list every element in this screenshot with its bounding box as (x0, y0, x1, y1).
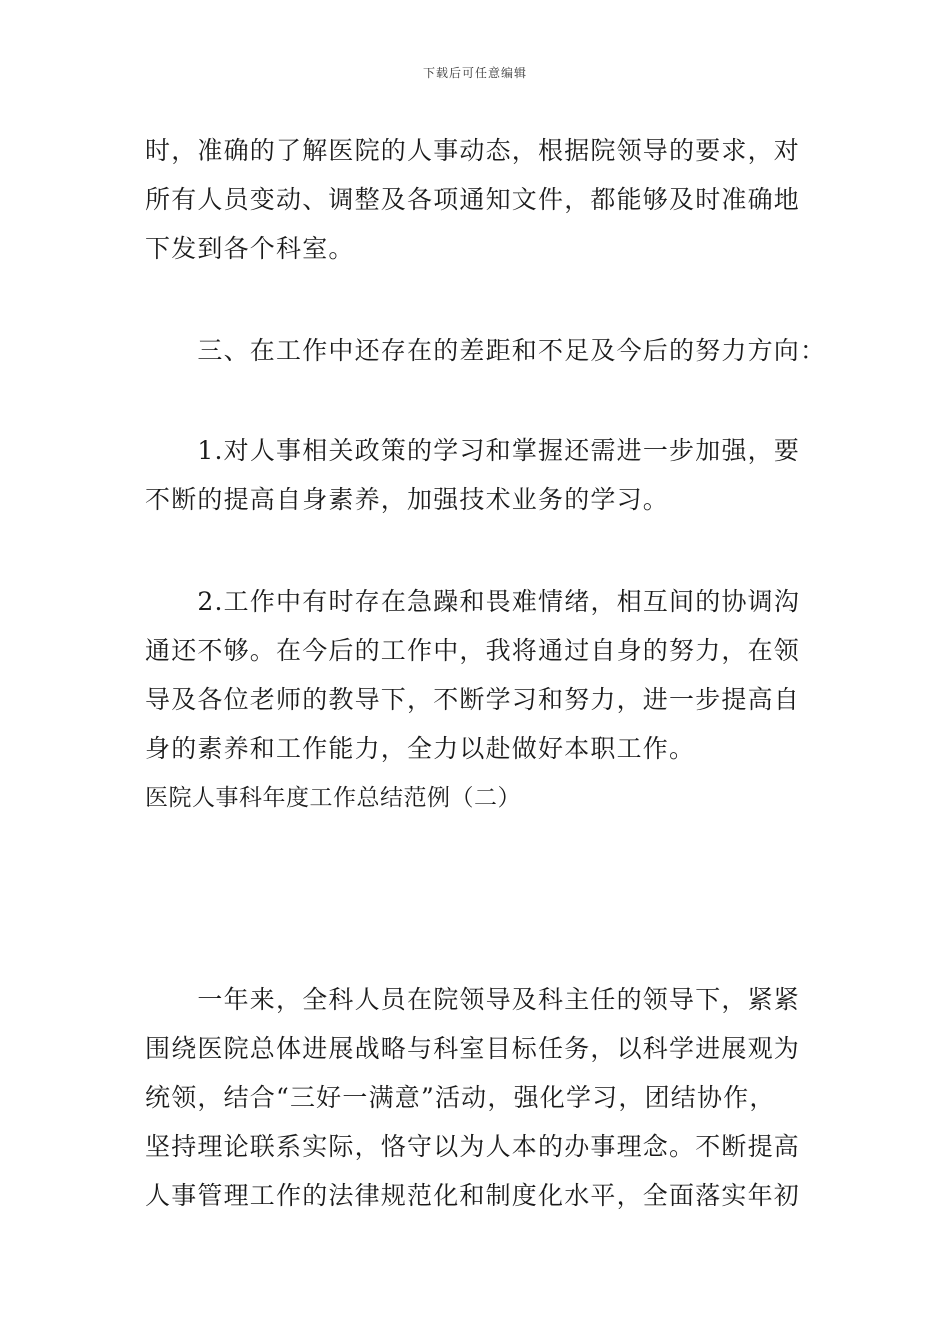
text-line: 所有人员变动、调整及各项通知文件，都能够及时准确地 (145, 185, 801, 214)
text-line: 下发到各个科室。 (145, 234, 355, 263)
text-line: 统领，结合“三好一满意”活动，强化学习，团结协作， (145, 1083, 776, 1112)
text-line: 一年来，全科人员在院领导及科主任的领导下，紧紧 (145, 985, 801, 1014)
page-header: 下载后可任意编辑 (422, 66, 527, 80)
text-line: 围绕医院总体进展战略与科室目标任务，以科学进展观为 (145, 1034, 801, 1063)
text-line: 医院人事科年度工作总结范例（二） (145, 785, 521, 811)
text-line: 时，准确的了解医院的人事动态，根据院领导的要求，对 (145, 136, 801, 165)
text-line: 坚持理论联系实际，恪守以为人本的办事理念。不断提高 (145, 1132, 801, 1161)
section-heading-shortcomings (145, 326, 827, 375)
document-title-example-2 (145, 774, 810, 823)
paragraph-item-2 (145, 577, 810, 773)
text-line: 2.工作中有时存在急躁和畏难情绪，相互间的协调沟 (145, 587, 801, 616)
text-line: 导及各位老师的教导下，不断学习和努力，进一步提高自 (145, 685, 801, 714)
text-line: 身的素养和工作能力，全力以赴做好本职工作。 (145, 734, 696, 763)
text-line: 三、在工作中还存在的差距和不足及今后的努力方向： (145, 336, 827, 365)
paragraph-hr-dynamics (145, 126, 810, 273)
text-line: 通还不够。在今后的工作中，我将通过自身的努力，在领 (145, 636, 801, 665)
text-line: 1.对人事相关政策的学习和掌握还需进一步加强，要 (145, 436, 801, 465)
paragraph-annual-summary (145, 975, 810, 1220)
paragraph-item-1 (145, 426, 810, 524)
text-line: 不断的提高自身素养，加强技术业务的学习。 (145, 485, 670, 514)
text-line: 人事管理工作的法律规范化和制度化水平，全面落实年初 (145, 1181, 801, 1210)
